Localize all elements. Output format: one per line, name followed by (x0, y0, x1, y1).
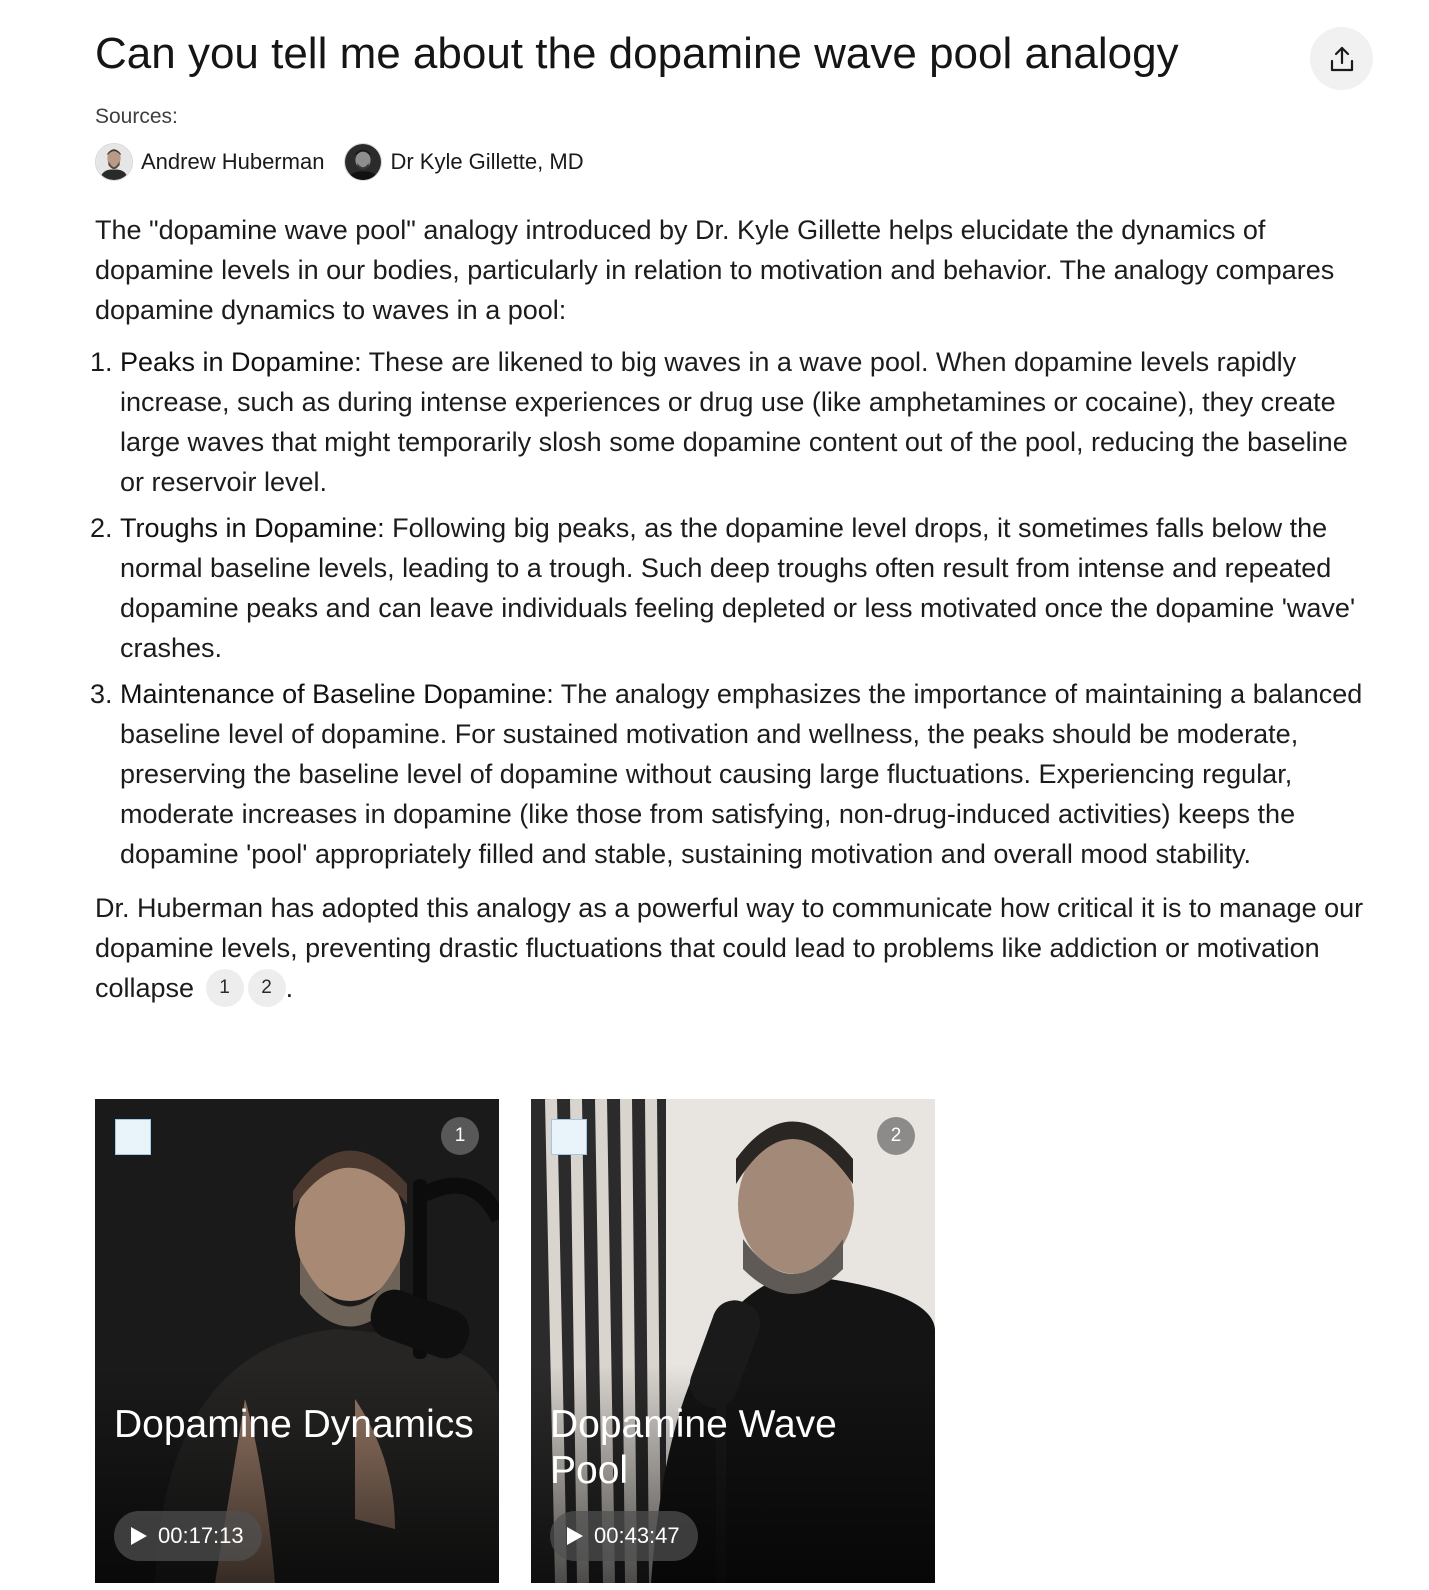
conclusion-text: Dr. Huberman has adopted this analogy as a powerful way to communicate how critical it is to manage our dopamine levels, preventing drastic fluctuations that could lead to problems like addiction or motivation collapse (95, 893, 1364, 1003)
avatar-kyle-gillette (344, 143, 382, 181)
citation-1[interactable]: 1 (206, 969, 244, 1007)
point-text: The analogy emphasizes the importance of maintaining a balanced baseline level of dopamine. For sustained motivation and wellness, the peaks should be moderate, preserving the baseline level of dopamine without causing large fluctuations. Experiencing regular, moderate increases in dopamine (like those from satisfying, non-drug-induced activities) keeps the dopamine 'pool' appropriately filled and stable, sustaining motivation and overall mood stability. (120, 679, 1363, 869)
avatar-andrew-huberman (95, 143, 133, 181)
play-button[interactable] (114, 1511, 262, 1561)
share-upload-icon (1329, 45, 1355, 73)
citation-badge: 2 (877, 1117, 915, 1155)
video-duration: 00:43:47 (594, 1523, 680, 1548)
list-item (120, 508, 1377, 668)
point-heading: Peaks in Dopamine: (120, 347, 362, 377)
page-title: Can you tell me about the dopamine wave pool analogy (95, 29, 1179, 78)
source-name: Dr Kyle Gillette, MD (390, 149, 584, 174)
video-title: Dopamine Wave Pool (550, 1403, 837, 1492)
answer-body (95, 210, 1377, 1009)
end-punctuation: . (285, 973, 294, 1003)
video-duration: 00:17:13 (158, 1523, 244, 1548)
list-item (120, 342, 1377, 502)
list-item (120, 674, 1377, 874)
point-heading: Troughs in Dopamine: (120, 513, 385, 543)
video-card-1[interactable] (95, 1099, 499, 1583)
play-icon (566, 1526, 584, 1546)
source-andrew-huberman[interactable] (95, 143, 324, 181)
point-heading: Maintenance of Baseline Dopamine: (120, 679, 554, 709)
citation-badge: 1 (441, 1117, 479, 1155)
video-cards (95, 1099, 935, 1583)
source-kyle-gillette[interactable] (344, 143, 583, 181)
answer-intro: The "dopamine wave pool" analogy introduced by Dr. Kyle Gillette helps elucidate the dynamics of dopamine levels in our bodies, particularly in relation to motivation and behavior. The analogy compares dopamine dynamics to waves in a pool: (95, 215, 1335, 325)
point-text: These are likened to big waves in a wave pool. When dopamine levels rapidly increase, such as during intense experiences or drug use (like amphetamines or cocaine), they create large waves that might temporarily slosh some dopamine content out of the pool, reducing the baseline or reservoir level. (120, 347, 1348, 497)
sources-label: Sources: (95, 105, 178, 128)
play-icon (130, 1526, 148, 1546)
point-text: Following big peaks, as the dopamine level drops, it sometimes falls below the normal baseline levels, leading to a trough. Such deep troughs often result from intense and repeated dopamine peaks and can leave individuals feeling depleted or less motivated once the dopamine 'wave' crashes. (120, 513, 1356, 663)
channel-logo (115, 1119, 151, 1155)
sources-list (95, 142, 584, 182)
citation-2[interactable]: 2 (248, 969, 286, 1007)
answer-points (95, 342, 1377, 874)
play-button[interactable] (550, 1511, 698, 1561)
answer-conclusion (95, 888, 1377, 1009)
source-name: Andrew Huberman (141, 149, 325, 174)
video-card-2[interactable] (531, 1099, 935, 1583)
video-title: Dopamine Dynamics (114, 1403, 474, 1446)
channel-logo (551, 1119, 587, 1155)
share-button[interactable] (1310, 27, 1373, 90)
